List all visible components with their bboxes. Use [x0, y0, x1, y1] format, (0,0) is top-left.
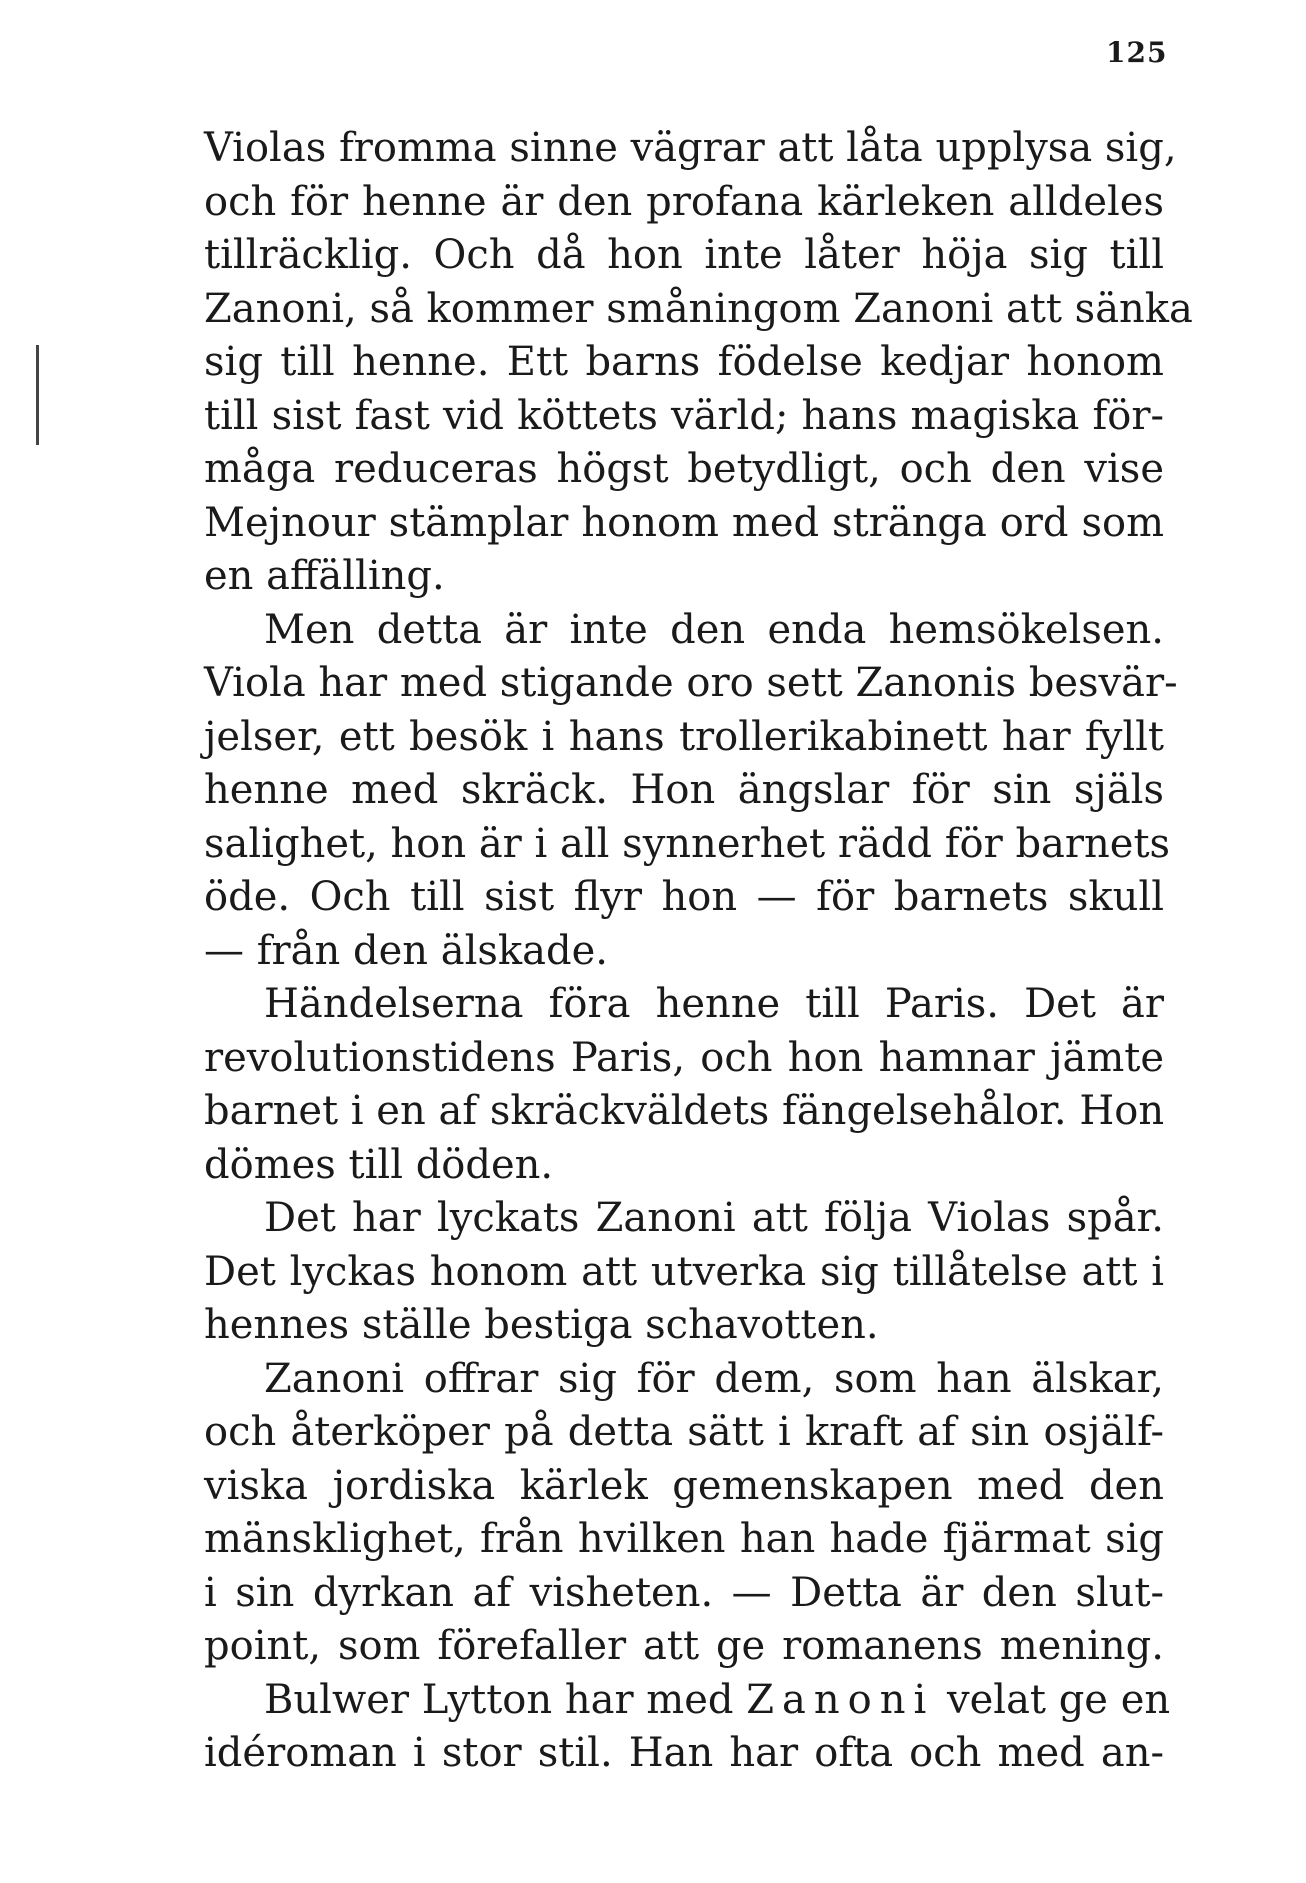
text-line: Zanoni, så kommer småningom Zanoni att sänka: [204, 285, 1193, 332]
text-line: revolutionstidens Paris, och hon hamnar jämte: [204, 1034, 1164, 1081]
text-line: viska jordiska kärlek gemenskapen med den: [204, 1462, 1164, 1509]
text-line: dömes till döden.: [204, 1141, 554, 1188]
text-line: point, som förefaller att ge romanens mening.: [204, 1623, 1164, 1669]
margin-mark: [36, 345, 39, 445]
text-line: till sist fast vid köttets värld; hans magiska för-: [204, 392, 1164, 439]
text-line: Det har lyckats Zanoni att följa Violas spår.: [264, 1195, 1164, 1241]
text-line: Händelserna föra henne till Paris. Det är: [264, 981, 1164, 1027]
text-segment: Bulwer Lytton har med: [264, 1676, 734, 1723]
text-line: öde. Och till sist flyr hon — för barnets skull: [204, 874, 1164, 920]
text-line: Men detta är inte den enda hemsökelsen.: [264, 606, 1164, 653]
text-line: mänsklighet, från hvilken han hade fjärmat sig: [204, 1516, 1164, 1562]
text-line: en affälling.: [204, 553, 445, 599]
text-line: tillräcklig. Och då hon inte låter höja sig till: [204, 232, 1164, 278]
text-line: måga reduceras högst betydligt, och den vise: [204, 446, 1164, 492]
text-line: jelser, ett besök i hans trollerikabinett har fyllt: [204, 713, 1164, 760]
text-line: Zanoni offrar sig för dem, som han älskar,: [264, 1355, 1164, 1402]
text-segment: velat ge en: [947, 1676, 1171, 1723]
book-title-spaced: Zanoni: [746, 1676, 935, 1723]
text-line: Violas fromma sinne vägrar att låta upplysa sig,: [204, 125, 1177, 171]
text-line: i sin dyrkan af visheten. — Detta är den slut-: [204, 1569, 1164, 1616]
text-line: Det lyckas honom att utverka sig tillåtelse att i: [204, 1248, 1164, 1295]
text-line: [204, 1674, 1171, 1728]
text-line: barnet i en af skräckväldets fängelsehålor. Hon: [204, 1088, 1165, 1134]
text-line: hennes ställe bestiga schavotten.: [204, 1302, 879, 1348]
text-line: — från den älskade.: [204, 927, 608, 974]
page-number: 125: [1106, 36, 1168, 69]
text-line: Viola har med stigande oro sett Zanonis besvär-: [204, 660, 1178, 706]
text-line: sig till henne. Ett barns födelse kedjar honom: [204, 339, 1164, 385]
body-text: [204, 122, 1193, 1781]
text-line: henne med skräck. Hon ängslar för sin själs: [204, 767, 1164, 813]
text-line: Mejnour stämplar honom med stränga ord som: [204, 499, 1164, 546]
text-line: och återköper på detta sätt i kraft af sin osjälf-: [204, 1409, 1164, 1455]
text-line: salighet, hon är i all synnerhet rädd för barnets: [204, 820, 1171, 867]
text-line: idéroman i stor stil. Han har ofta och med an-: [204, 1730, 1164, 1776]
text-line: och för henne är den profana kärleken alldeles: [204, 178, 1164, 225]
